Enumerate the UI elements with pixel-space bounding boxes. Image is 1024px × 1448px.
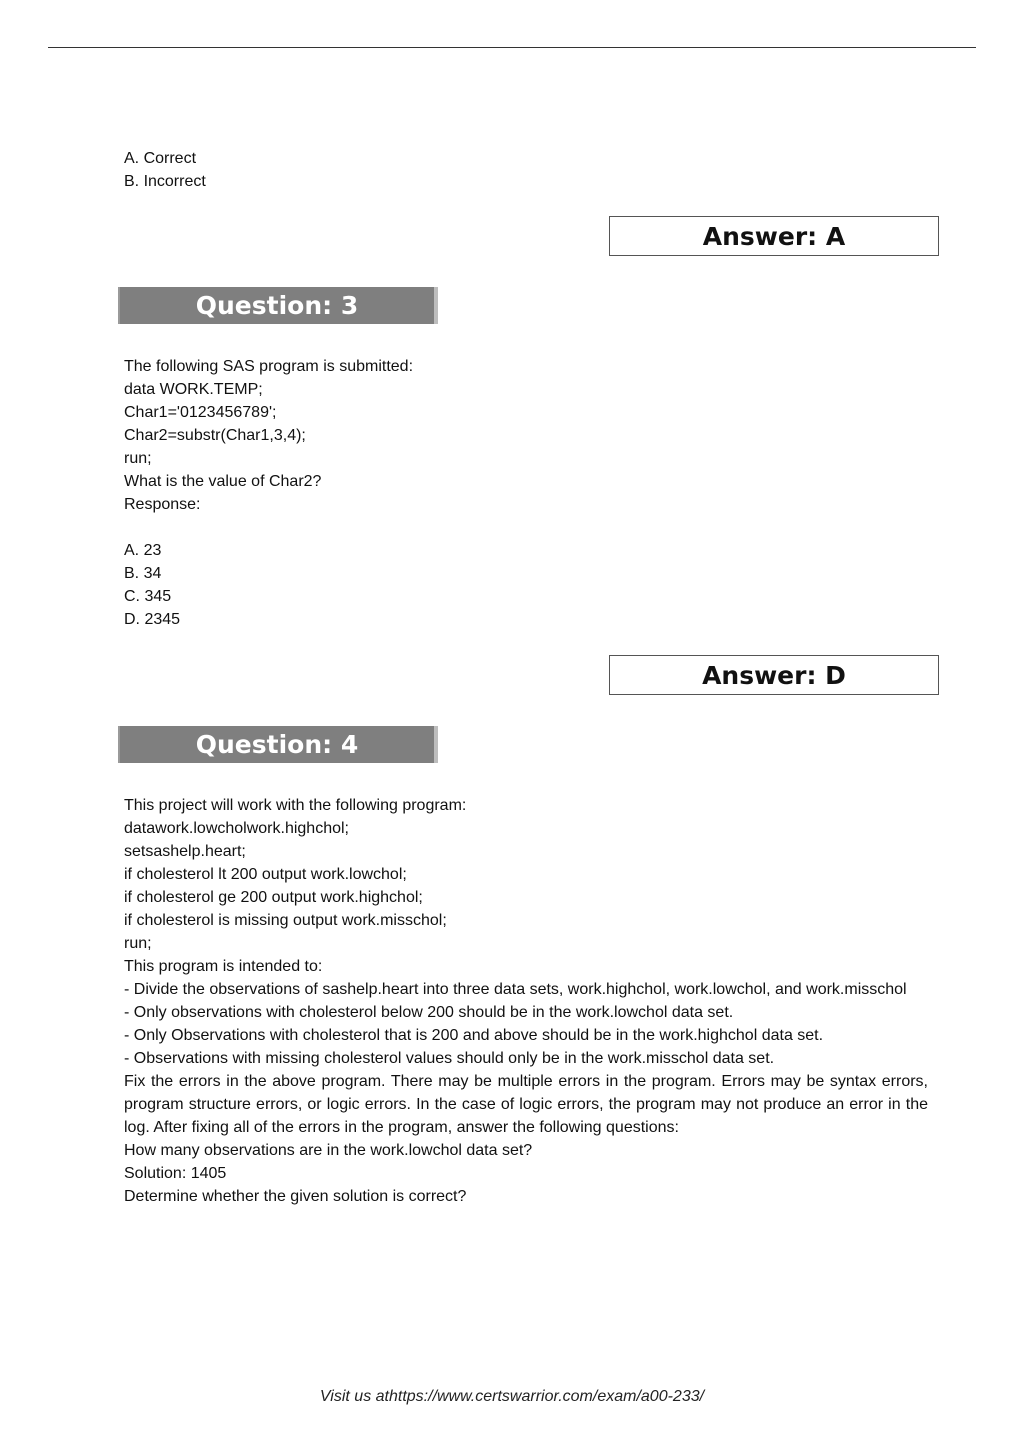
header-rule	[48, 47, 976, 48]
q3-line: The following SAS program is submitted:	[124, 358, 414, 375]
q3-line: Response:	[124, 496, 201, 513]
q4-line: datawork.lowcholwork.highchol;	[124, 820, 349, 837]
q2-answer-box: Answer: A	[609, 216, 939, 256]
q4-line: This program is intended to:	[124, 958, 323, 975]
q3-line: run;	[124, 450, 152, 467]
q3-line: What is the value of Char2?	[124, 473, 322, 490]
q3-title-banner: Question: 3	[118, 287, 438, 324]
q4-solution-line: Solution: 1405	[124, 1165, 227, 1182]
q2-option-b: B. Incorrect	[124, 173, 206, 190]
q2-option-a: A. Correct	[124, 150, 197, 167]
q4-body	[124, 794, 928, 1208]
q3-line: data WORK.TEMP;	[124, 381, 263, 398]
q4-bullet: - Only Observations with cholesterol that is 200 and above should be in the work.highchol data set.	[124, 1027, 824, 1044]
q3-option-b: B. 34	[124, 565, 162, 582]
q3-line: Char2=substr(Char1,3,4);	[124, 427, 306, 444]
q3-option-d: D. 2345	[124, 611, 181, 628]
q3-option-a: A. 23	[124, 542, 162, 559]
q3-body	[124, 355, 928, 631]
q2-options	[124, 147, 928, 193]
spacer	[124, 516, 928, 539]
q4-line: if cholesterol is missing output work.misschol;	[124, 912, 447, 929]
q4-bullet: - Observations with missing cholesterol values should only be in the work.misschol data set.	[124, 1050, 775, 1067]
q3-answer-box: Answer: D	[609, 655, 939, 695]
q4-line: if cholesterol lt 200 output work.lowchol;	[124, 866, 407, 883]
footer-link-text: Visit us athttps://www.certswarrior.com/exam/a00-233/	[319, 1388, 705, 1405]
q4-bullet: - Only observations with cholesterol below 200 should be in the work.lowchol data set.	[124, 1004, 734, 1021]
q4-determine-line: Determine whether the given solution is correct?	[124, 1188, 467, 1205]
q4-line: if cholesterol ge 200 output work.highchol;	[124, 889, 423, 906]
q4-line: setsashelp.heart;	[124, 843, 246, 860]
q4-bullet-divide: - Divide the observations of sashelp.heart into three data sets, work.highchol, work.lowchol, and work.misschol	[124, 981, 907, 998]
q3-line: Char1='0123456789';	[124, 404, 277, 421]
q4-line: run;	[124, 935, 152, 952]
q3-option-c: C. 345	[124, 588, 172, 605]
q4-line: This project will work with the following program:	[124, 797, 467, 814]
q4-fix-paragraph: Fix the errors in the above program. There may be multiple errors in the program. Errors may be syntax errors, program structure errors, or logic errors. In the case of logic errors, the program may not produce an error in the log. After fixing all of the errors in the program, answer the following questions:	[124, 1073, 928, 1136]
q4-title-banner: Question: 4	[118, 726, 438, 763]
q4-question-line: How many observations are in the work.lowchol data set?	[124, 1142, 533, 1159]
